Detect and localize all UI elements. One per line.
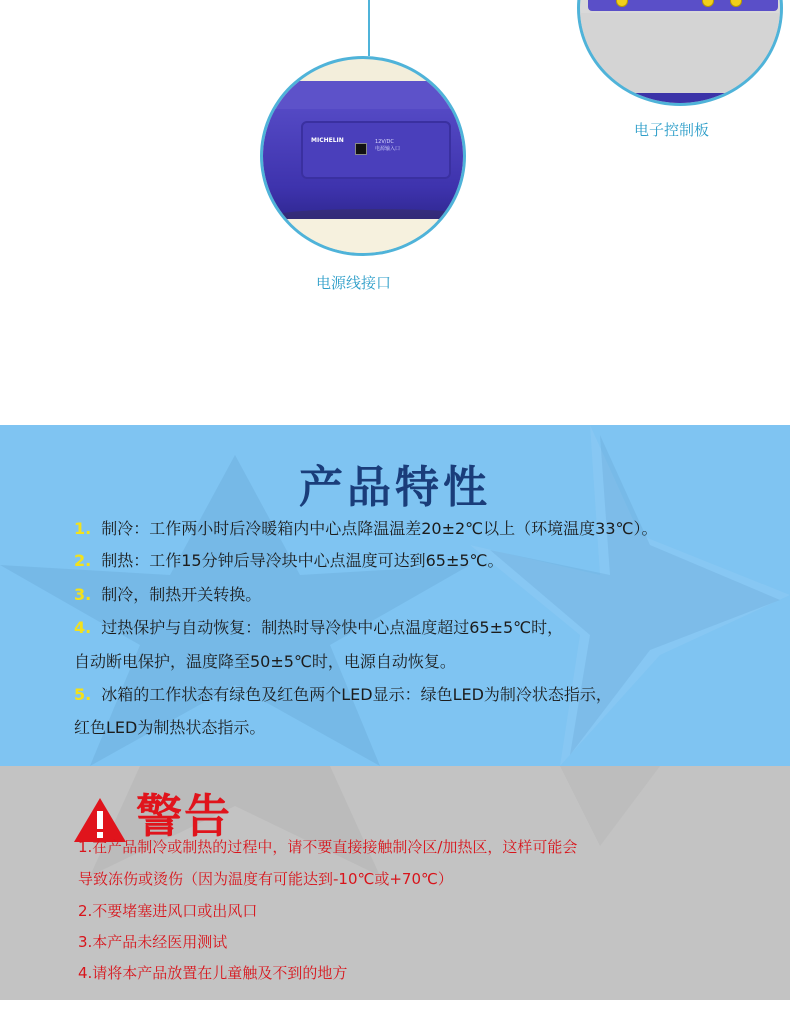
power-port-photo	[260, 56, 466, 256]
feature-item: 2. 制热：工作15分钟后导冷块中心点温度可达到65±5℃。	[74, 551, 504, 570]
warning-item-continued: 导致冻伤或烫伤（因为温度有可能达到-10℃或+70℃）	[78, 870, 453, 888]
warning-item: 4.请将本产品放置在儿童触及不到的地方	[78, 964, 348, 982]
feature-item: 3. 制冷，制热开关转换。	[74, 585, 262, 604]
callout-line	[368, 0, 370, 56]
product-photo-section	[0, 0, 790, 425]
feature-item: 1. 制冷：工作两小时后冷暖箱内中心点降温温差20±2℃以上（环境温度33℃）。	[74, 519, 658, 538]
warning-item: 1.在产品制冷或制热的过程中，请不要直接接触制冷区/加热区，这样可能会	[78, 838, 578, 856]
control-panel-photo	[577, 0, 783, 106]
dc-port	[355, 143, 367, 155]
warning-title: 警告	[136, 789, 232, 843]
power-port-caption: 电源线接口	[316, 274, 392, 292]
warning-section	[0, 766, 790, 1000]
warning-item: 2.不要堵塞进风口或出风口	[78, 902, 258, 920]
brand-logo: MICHELIN	[311, 137, 344, 144]
feature-item: 4. 过热保护与自动恢复：制热时导冷快中心点温度超过65±5℃时，	[74, 618, 564, 637]
feature-item-continued: 自动断电保护，温度降至50±5℃时，电源自动恢复。	[74, 652, 456, 671]
features-title: 产品特性	[299, 462, 491, 513]
feature-item: 5. 冰箱的工作状态有绿色及红色两个LED显示：绿色LED为制冷状态指示，	[74, 685, 612, 704]
port-label: 12V/DC 电源输入口	[375, 139, 401, 152]
feature-item-continued: 红色LED为制热状态指示。	[74, 718, 266, 737]
warning-item: 3.本产品未经医用测试	[78, 933, 228, 951]
features-section	[0, 425, 790, 766]
control-panel-caption: 电子控制板	[634, 121, 710, 139]
